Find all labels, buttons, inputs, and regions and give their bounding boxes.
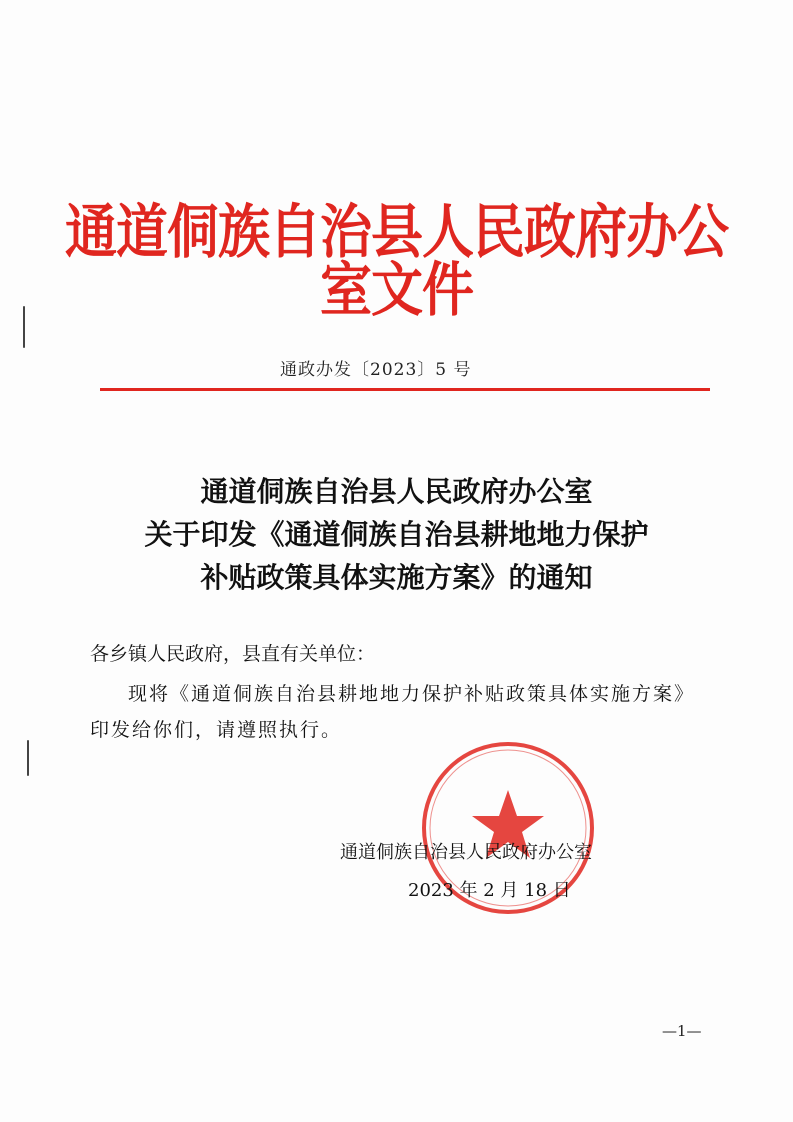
title-line-2: 关于印发《通道侗族自治县耕地地力保护 <box>144 518 649 551</box>
binding-mark <box>23 306 25 348</box>
title-line-1: 通道侗族自治县人民政府办公室 <box>200 475 593 508</box>
signature-date: 2023 年 2 月 18 日 <box>408 880 571 901</box>
salutation: 各乡镇人民政府，县直有关单位： <box>90 643 376 665</box>
document-title <box>90 470 703 599</box>
document-number: 通政办发〔2023〕5 号 <box>280 360 472 380</box>
page-number: —1— <box>662 1022 702 1040</box>
body-paragraph: 现将《通道侗族自治县耕地地力保护补贴政策具体实施方案》印发给你们，请遵照执行。 <box>90 683 696 741</box>
header-title: 通道侗族自治县人民政府办公室文件 <box>64 199 728 325</box>
red-divider-line <box>100 388 710 391</box>
signature-org: 通道侗族自治县人民政府办公室 <box>340 842 592 863</box>
title-line-3: 补贴政策具体实施方案》的通知 <box>200 561 593 594</box>
binding-mark <box>27 740 29 776</box>
